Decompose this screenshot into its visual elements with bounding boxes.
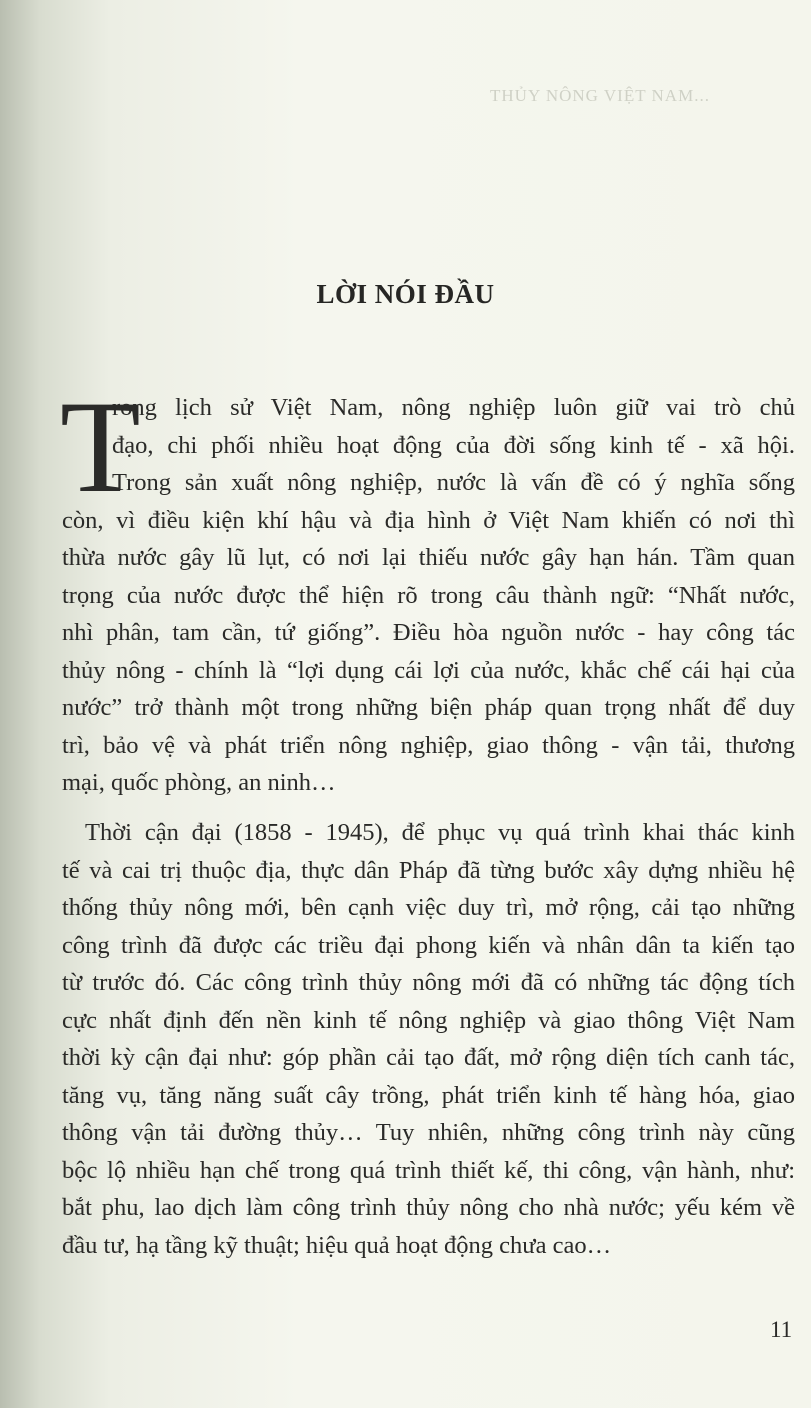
text-line: trọng của nước được thể hiện rõ trong câu thành ngữ: “Nhất nước, [62, 581, 795, 609]
running-header-showthrough: THỦY NÔNG VIỆT NAM... [490, 86, 710, 105]
page-number: 11 [770, 1317, 793, 1342]
text-line: Thời cận đại (1858 - 1945), để phục vụ quá trình khai thác kinh [85, 819, 795, 846]
drop-cap: T [60, 373, 141, 520]
text-line: nước” trở thành một trong những biện pháp quan trọng nhất để duy [62, 694, 795, 721]
text-line: thông vận tải đường thủy… Tuy nhiên, những công trình này cũng [62, 1119, 795, 1146]
text-line: trì, bảo vệ và phát triển nông nghiệp, giao thông - vận tải, thương [62, 731, 795, 759]
text-line: bắt phu, lao dịch làm công trình thủy nông cho nhà nước; yếu kém về [62, 1194, 795, 1221]
text-line: còn, vì điều kiện khí hậu và địa hình ở Việt Nam khiến có nơi thì [62, 506, 795, 534]
text-line: mại, quốc phòng, an ninh… [62, 769, 336, 796]
text-line: tăng vụ, tăng năng suất cây trồng, phát triển kinh tế hàng hóa, giao [62, 1081, 795, 1109]
text-line: Trong sản xuất nông nghiệp, nước là vấn đề có ý nghĩa sống [112, 469, 795, 496]
text-line: bộc lộ nhiều hạn chế trong quá trình thiết kế, thi công, vận hành, như: [62, 1156, 795, 1184]
text-line: đầu tư, hạ tầng kỹ thuật; hiệu quả hoạt động chưa cao… [62, 1231, 612, 1259]
page-title: LỜI NÓI ĐẦU [316, 279, 495, 309]
text-line: thống thủy nông mới, bên cạnh việc duy trì, mở rộng, cải tạo những [62, 894, 795, 921]
text-line: thủy nông - chính là “lợi dụng cái lợi của nước, khắc chế cái hại của [62, 656, 795, 684]
text-line: từ trước đó. Các công trình thủy nông mới đã có những tác động tích [62, 969, 795, 996]
text-line: cực nhất định đến nền kinh tế nông nghiệp và giao thông Việt Nam [62, 1006, 795, 1034]
text-line: nhì phân, tam cần, tứ giống”. Điều hòa nguồn nước - hay công tác [62, 619, 795, 646]
text-line: thời kỳ cận đại như: góp phần cải tạo đất, mở rộng diện tích canh tác, [62, 1044, 795, 1071]
text-line: rong lịch sử Việt Nam, nông nghiệp luôn giữ vai trò chủ [112, 394, 795, 421]
text-line: tế và cai trị thuộc địa, thực dân Pháp đã từng bước xây dựng nhiều hệ [62, 856, 795, 884]
text-line: thừa nước gây lũ lụt, có nơi lại thiếu nước gây hạn hán. Tầm quan [62, 544, 795, 571]
text-line: công trình đã được các triều đại phong kiến và nhân dân ta kiến tạo [62, 931, 795, 959]
text-line: đạo, chi phối nhiều hoạt động của đời sống kinh tế - xã hội. [112, 431, 795, 459]
